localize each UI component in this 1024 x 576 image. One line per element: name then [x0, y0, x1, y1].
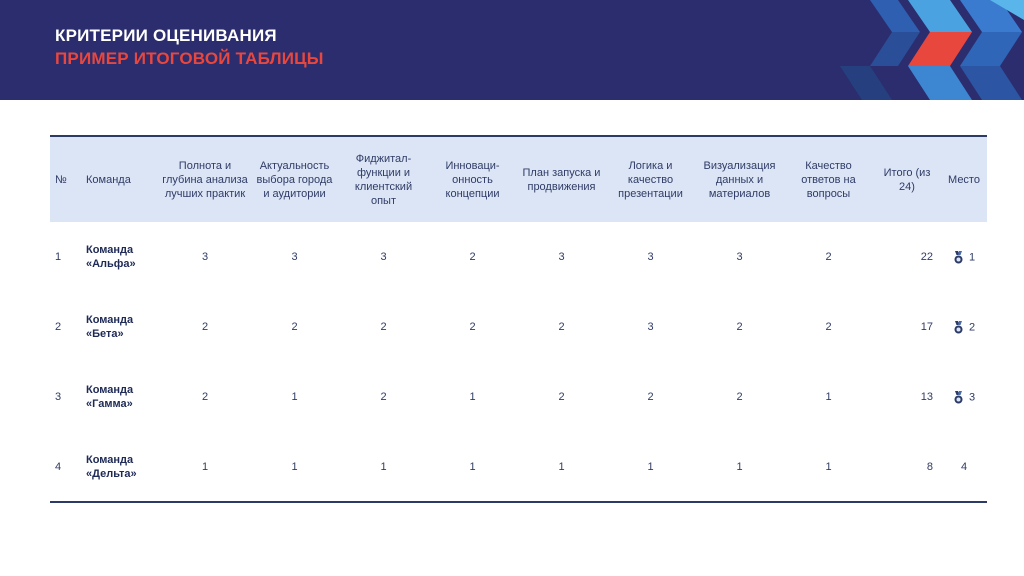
row-number: 3 — [55, 391, 62, 403]
table-header-row — [50, 136, 987, 222]
column-header-team: Команда — [86, 173, 131, 186]
score-cell: 2 — [736, 391, 743, 403]
score-cell: 1 — [736, 460, 743, 473]
score-cell: 1 — [647, 460, 654, 473]
score-cell: 3 — [291, 251, 298, 263]
medal-icon — [953, 321, 964, 334]
column-header-criterion-6: Логика и качество презентации — [618, 159, 683, 200]
place-cell: 1 — [941, 222, 987, 292]
row-number: 1 — [55, 251, 62, 263]
score-cell: 2 — [201, 391, 209, 403]
score-cell: 1 — [201, 460, 209, 473]
column-header-criterion-5: План запуска и продвижения — [522, 166, 601, 193]
score-cell: 3 — [201, 251, 209, 263]
team-name: Команда «Бета» — [86, 314, 134, 340]
table-row — [50, 432, 987, 502]
header-banner — [0, 0, 1024, 100]
row-number: 2 — [55, 321, 62, 333]
table-row — [50, 362, 987, 432]
page-subtitle: ПРИМЕР ИТОГОВОЙ ТАБЛИЦЫ — [55, 49, 324, 68]
place-cell: 4 — [960, 460, 968, 473]
score-cell: 2 — [380, 321, 387, 333]
score-cell: 2 — [469, 251, 476, 263]
place-cell: 2 — [941, 292, 987, 362]
page-title: КРИТЕРИИ ОЦЕНИВАНИЯ — [55, 26, 277, 45]
column-header-num: № — [55, 173, 67, 186]
score-cell: 2 — [736, 321, 743, 333]
team-name: Команда «Альфа» — [86, 244, 136, 270]
score-cell: 2 — [469, 321, 476, 333]
score-cell: 3 — [736, 251, 743, 263]
column-header-criterion-1: Полнота и глубина анализа лучших практик — [162, 159, 248, 200]
score-cell: 2 — [558, 321, 565, 333]
column-header-total: Итого (из 24) — [883, 166, 931, 193]
score-cell: 2 — [380, 391, 387, 403]
column-header-place: Место — [948, 173, 980, 186]
total-cell: 8 — [926, 460, 933, 473]
total-cell: 17 — [920, 321, 933, 333]
score-cell: 3 — [380, 251, 387, 263]
place-cell: 3 — [941, 362, 987, 432]
score-cell: 1 — [825, 460, 832, 473]
score-cell: 2 — [558, 391, 565, 403]
column-header-criterion-4: Инноваци-онность концепции — [445, 159, 500, 200]
decorative-chevrons — [800, 0, 1024, 100]
team-name: Команда «Гамма» — [86, 384, 134, 410]
score-cell: 2 — [291, 321, 298, 333]
score-cell: 1 — [469, 391, 476, 403]
column-header-criterion-2: Актуальность выбора города и аудитории — [256, 159, 333, 200]
column-header-criterion-8: Качество ответов на вопросы — [801, 159, 856, 200]
score-cell: 2 — [201, 321, 209, 333]
score-cell: 3 — [647, 251, 654, 263]
medal-icon — [953, 391, 964, 404]
results-table — [50, 135, 987, 503]
score-cell: 2 — [825, 321, 832, 333]
column-header-criterion-7: Визуализация данных и материалов — [703, 159, 776, 200]
row-number: 4 — [55, 460, 62, 473]
score-cell: 1 — [558, 460, 565, 473]
total-cell: 13 — [920, 391, 933, 403]
table-row — [50, 222, 987, 292]
medal-icon — [953, 251, 964, 264]
score-cell: 3 — [647, 321, 654, 333]
table-row — [50, 292, 987, 362]
score-cell: 2 — [647, 391, 654, 403]
score-cell: 2 — [825, 251, 832, 263]
total-cell: 22 — [920, 251, 933, 263]
score-cell: 1 — [469, 460, 476, 473]
column-header-criterion-3: Фиджитал-функции и клиентский опыт — [354, 152, 413, 207]
score-cell: 1 — [291, 391, 298, 403]
score-cell: 1 — [380, 460, 387, 473]
score-cell: 1 — [291, 460, 298, 473]
score-cell: 1 — [825, 391, 832, 403]
score-cell: 3 — [558, 251, 565, 263]
team-name: Команда «Дельта» — [86, 453, 137, 480]
